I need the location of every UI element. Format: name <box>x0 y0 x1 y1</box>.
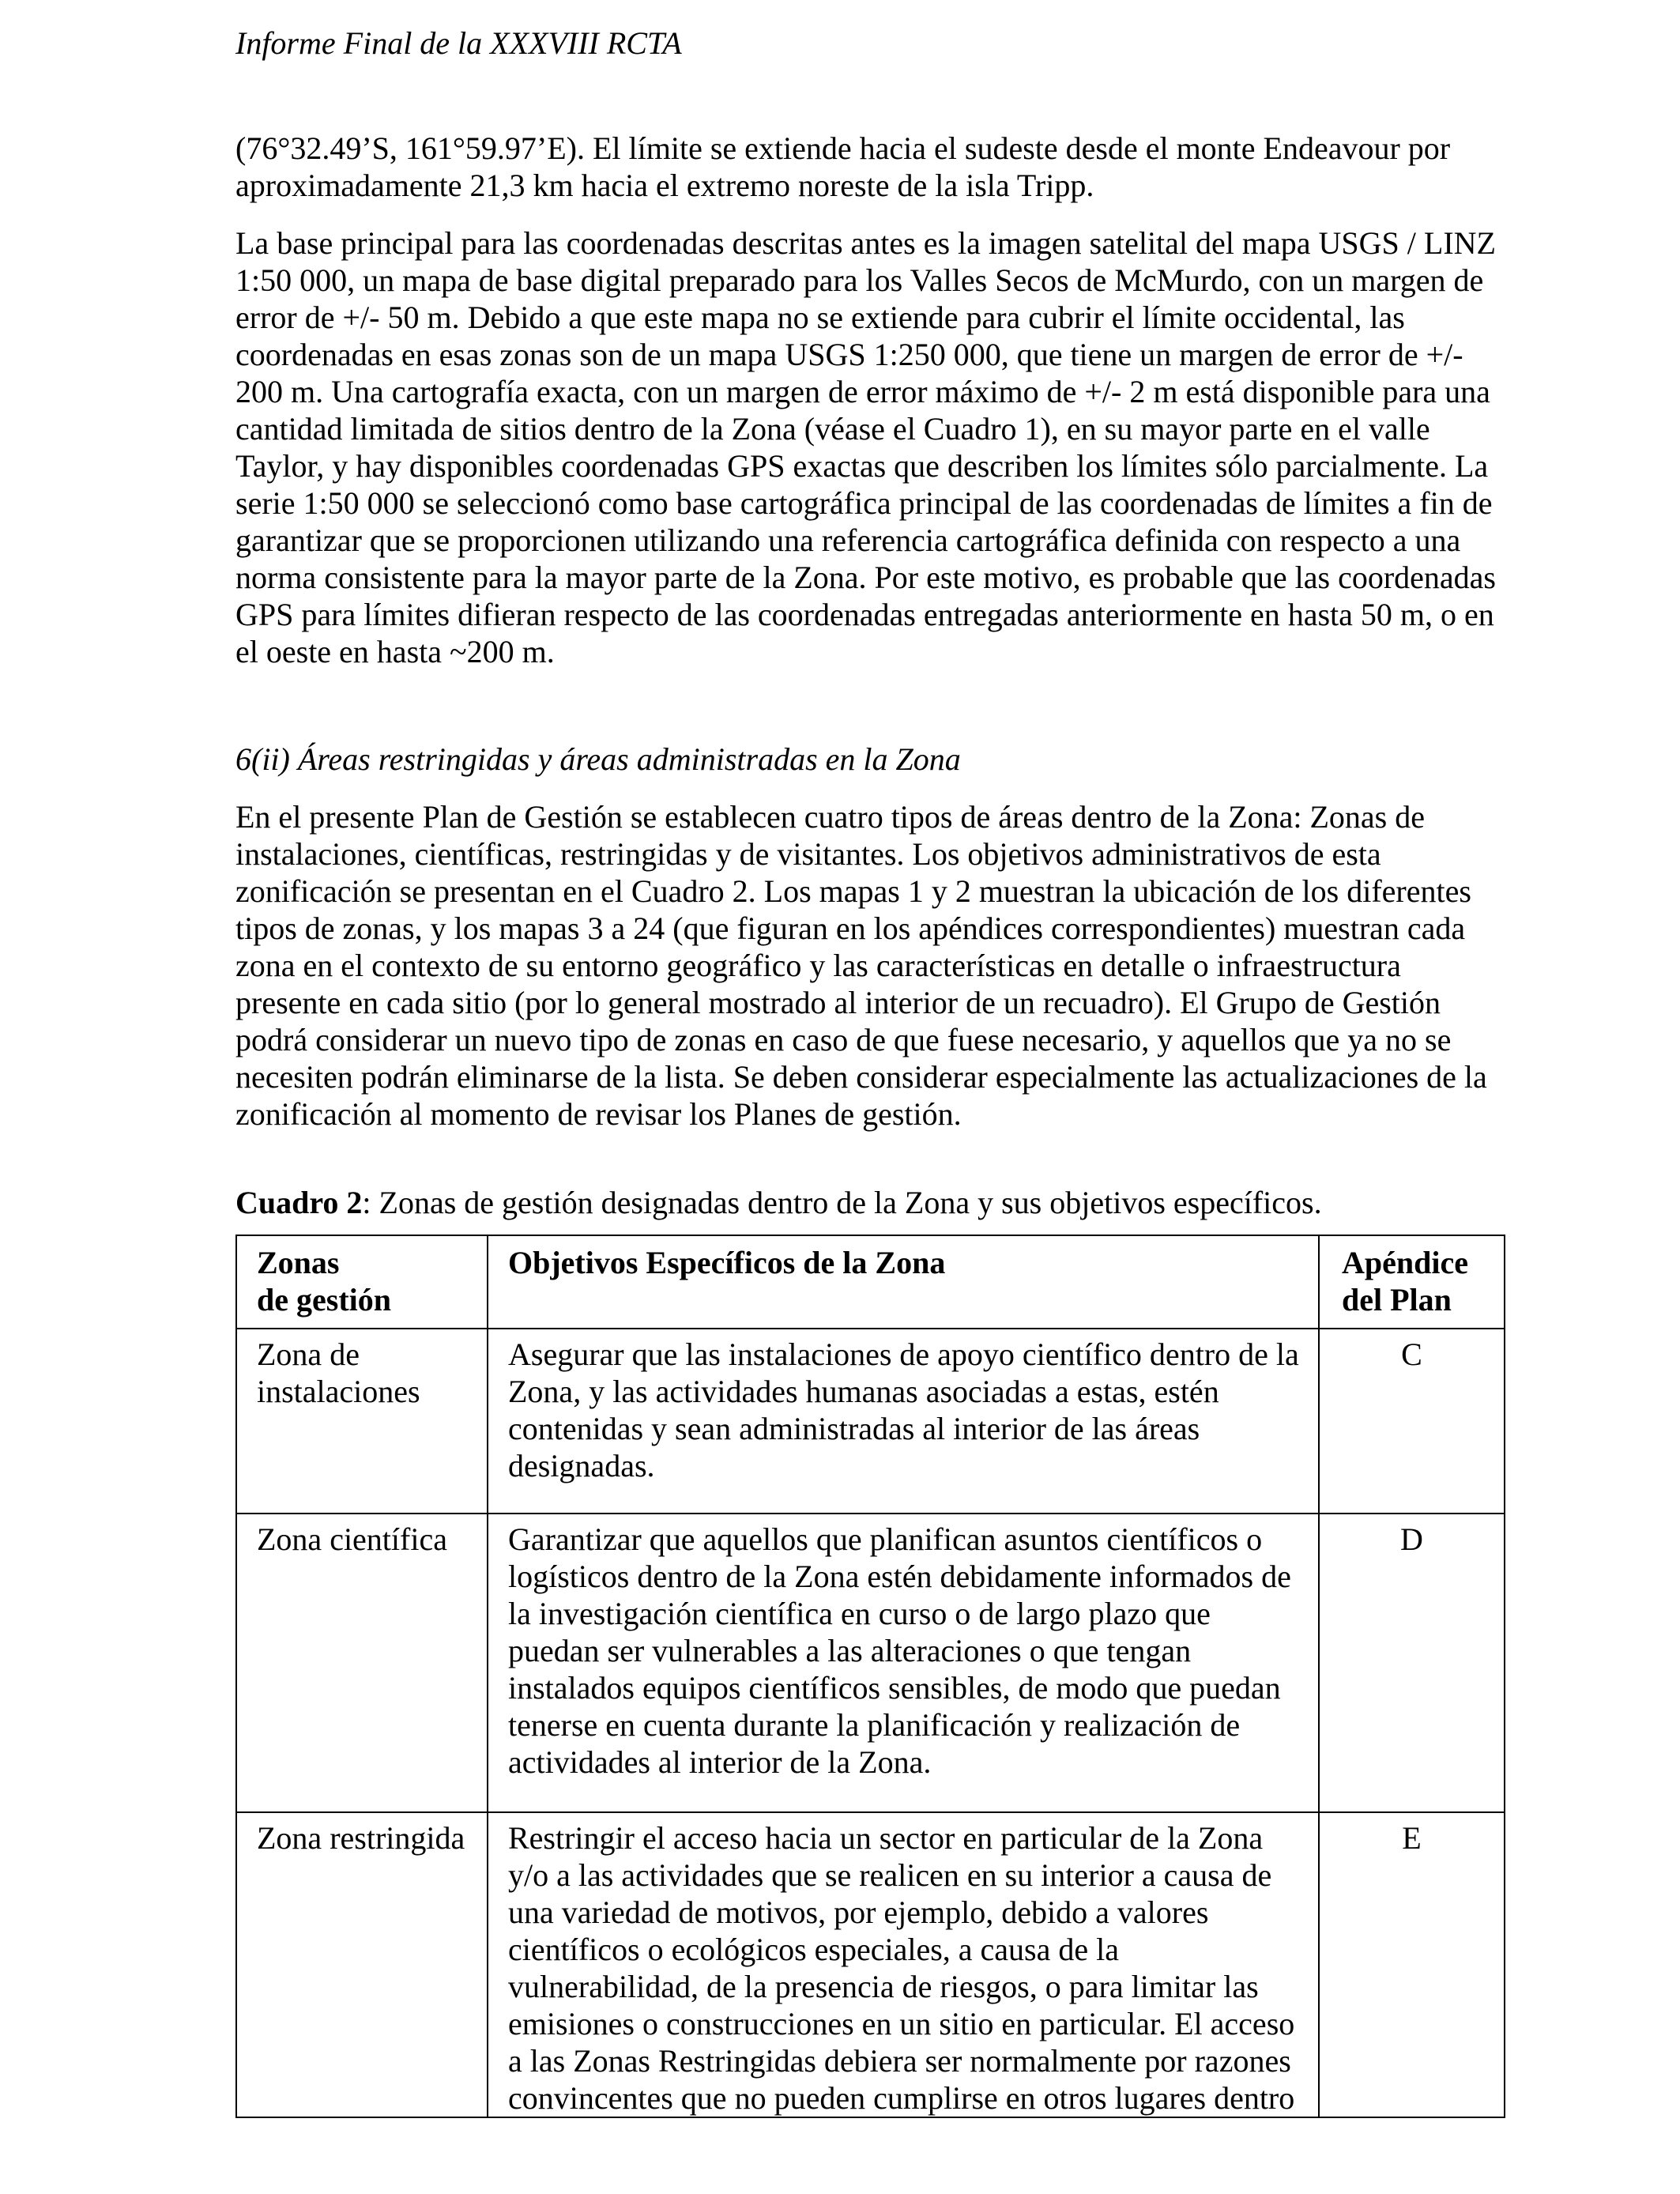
management-zones-table <box>235 1235 1505 2118</box>
table-row <box>236 1812 1505 2117</box>
cell-appendix: C <box>1319 1329 1505 1514</box>
cell-objective: Garantizar que aquellos que planifican asuntos científicos o logísticos dentro de la Zona estén debidamente informados de la investigación científica en curso o de largo plazo que puedan ser vulnerables a las alteraciones o que tengan instalados equipos científicos sensibles, de modo que puedan tenerse en cuenta durante la planificación y realización de actividades al interior de la Zona. <box>488 1514 1319 1812</box>
paragraph-zones <box>235 798 1500 1133</box>
cell-zone: Zona restringida <box>236 1812 488 2117</box>
table-caption <box>235 1184 1500 1221</box>
cell-zone: Zona científica <box>236 1514 488 1812</box>
header-appendix: Apéndice del Plan <box>1319 1235 1505 1329</box>
paragraph-map-base <box>235 224 1500 670</box>
table-row <box>236 1514 1505 1812</box>
management-zones-table-wrapper <box>235 1235 1504 2118</box>
table-header-row <box>236 1235 1505 1329</box>
table-row <box>236 1329 1505 1514</box>
section-heading: 6(ii) Áreas restringidas y áreas administradas en la Zona <box>235 741 961 777</box>
paragraph-coordinates-text: (76°32.49’S, 161°59.97’E). El límite se extiende hacia el sudeste desde el monte Endeavour por aproximadamente 21,3 km hacia el extremo noreste de la isla Tripp. <box>235 130 1451 203</box>
table-caption-text: : Zonas de gestión designadas dentro de la Zona y sus objetivos específicos. <box>362 1185 1322 1220</box>
cell-appendix: D <box>1319 1514 1505 1812</box>
header-zone: Zonas de gestión <box>236 1235 488 1329</box>
cell-zone: Zona de instalaciones <box>236 1329 488 1514</box>
table-caption-label: Cuadro 2 <box>235 1185 363 1220</box>
paragraph-zones-text: En el presente Plan de Gestión se establecen cuatro tipos de áreas dentro de la Zona: Zonas de instalaciones, científicas, restringidas y de visitantes. Los objetivos administrativos de esta zonificación se presentan en el Cuadro 2. Los mapas 1 y 2 muestran la ubicación de los diferentes tipos de zonas, y los mapas 3 a 24 (que figuran en los apéndices correspondientes) muestran cada zona en el contexto de su entorno geográfico y las características en detalle o infraestructura presente en cada sitio (por lo general mostrado al interior de un recuadro). El Grupo de Gestión podrá considerar un nuevo tipo de zonas en caso de que fuese necesario, y aquellos que ya no se necesiten podrán eliminarse de la lista. Se deben considerar especialmente las actualizaciones de la zonificación al momento de revisar los Planes de gestión. <box>235 799 1487 1132</box>
paragraph-map-base-text: La base principal para las coordenadas descritas antes es la imagen satelital del mapa USGS / LINZ 1:50 000, un mapa de base digital preparado para los Valles Secos de McMurdo, con un margen de error de +/- 50 m. Debido a que este mapa no se extiende para cubrir el límite occidental, las coordenadas en esas zonas son de un mapa USGS 1:250 000, que tiene un margen de error de +/- 200 m. Una cartografía exacta, con un margen de error máximo de +/- 2 m está disponible para una cantidad limitada de sitios dentro de la Zona (véase el Cuadro 1), en su mayor parte en el valle Taylor, y hay disponibles coordenadas GPS exactas que describen los límites sólo parcialmente. La serie 1:50 000 se seleccionó como base cartográfica principal de las coordenadas de límites a fin de garantizar que se proporcionen utilizando una referencia cartográfica definida con respecto a una norma consistente para la mayor parte de la Zona. Por este motivo, es probable que las coordenadas GPS para límites difieran respecto de las coordenadas entregadas anteriormente en hasta 50 m, o en el oeste en hasta ~200 m. <box>235 225 1496 669</box>
paragraph-coordinates <box>235 130 1500 204</box>
running-header: Informe Final de la XXXVIII RCTA <box>235 25 682 61</box>
cell-objective: Asegurar que las instalaciones de apoyo científico dentro de la Zona, y las actividades humanas asociadas a estas, estén contenidas y sean administradas al interior de las áreas designadas. <box>488 1329 1319 1514</box>
cell-objective: Restringir el acceso hacia un sector en particular de la Zona y/o a las actividades que se realicen en su interior a causa de una variedad de motivos, por ejemplo, debido a valores científicos o ecológicos especiales, a causa de la vulnerabilidad, de la presencia de riesgos, o para limitar las emisiones o construcciones en un sitio en particular. El acceso a las Zonas Restringidas debiera ser normalmente por razones convincentes que no pueden cumplirse en otros lugares dentro <box>488 1812 1319 2117</box>
cell-appendix: E <box>1319 1812 1505 2117</box>
header-objectives: Objetivos Específicos de la Zona <box>488 1235 1319 1329</box>
